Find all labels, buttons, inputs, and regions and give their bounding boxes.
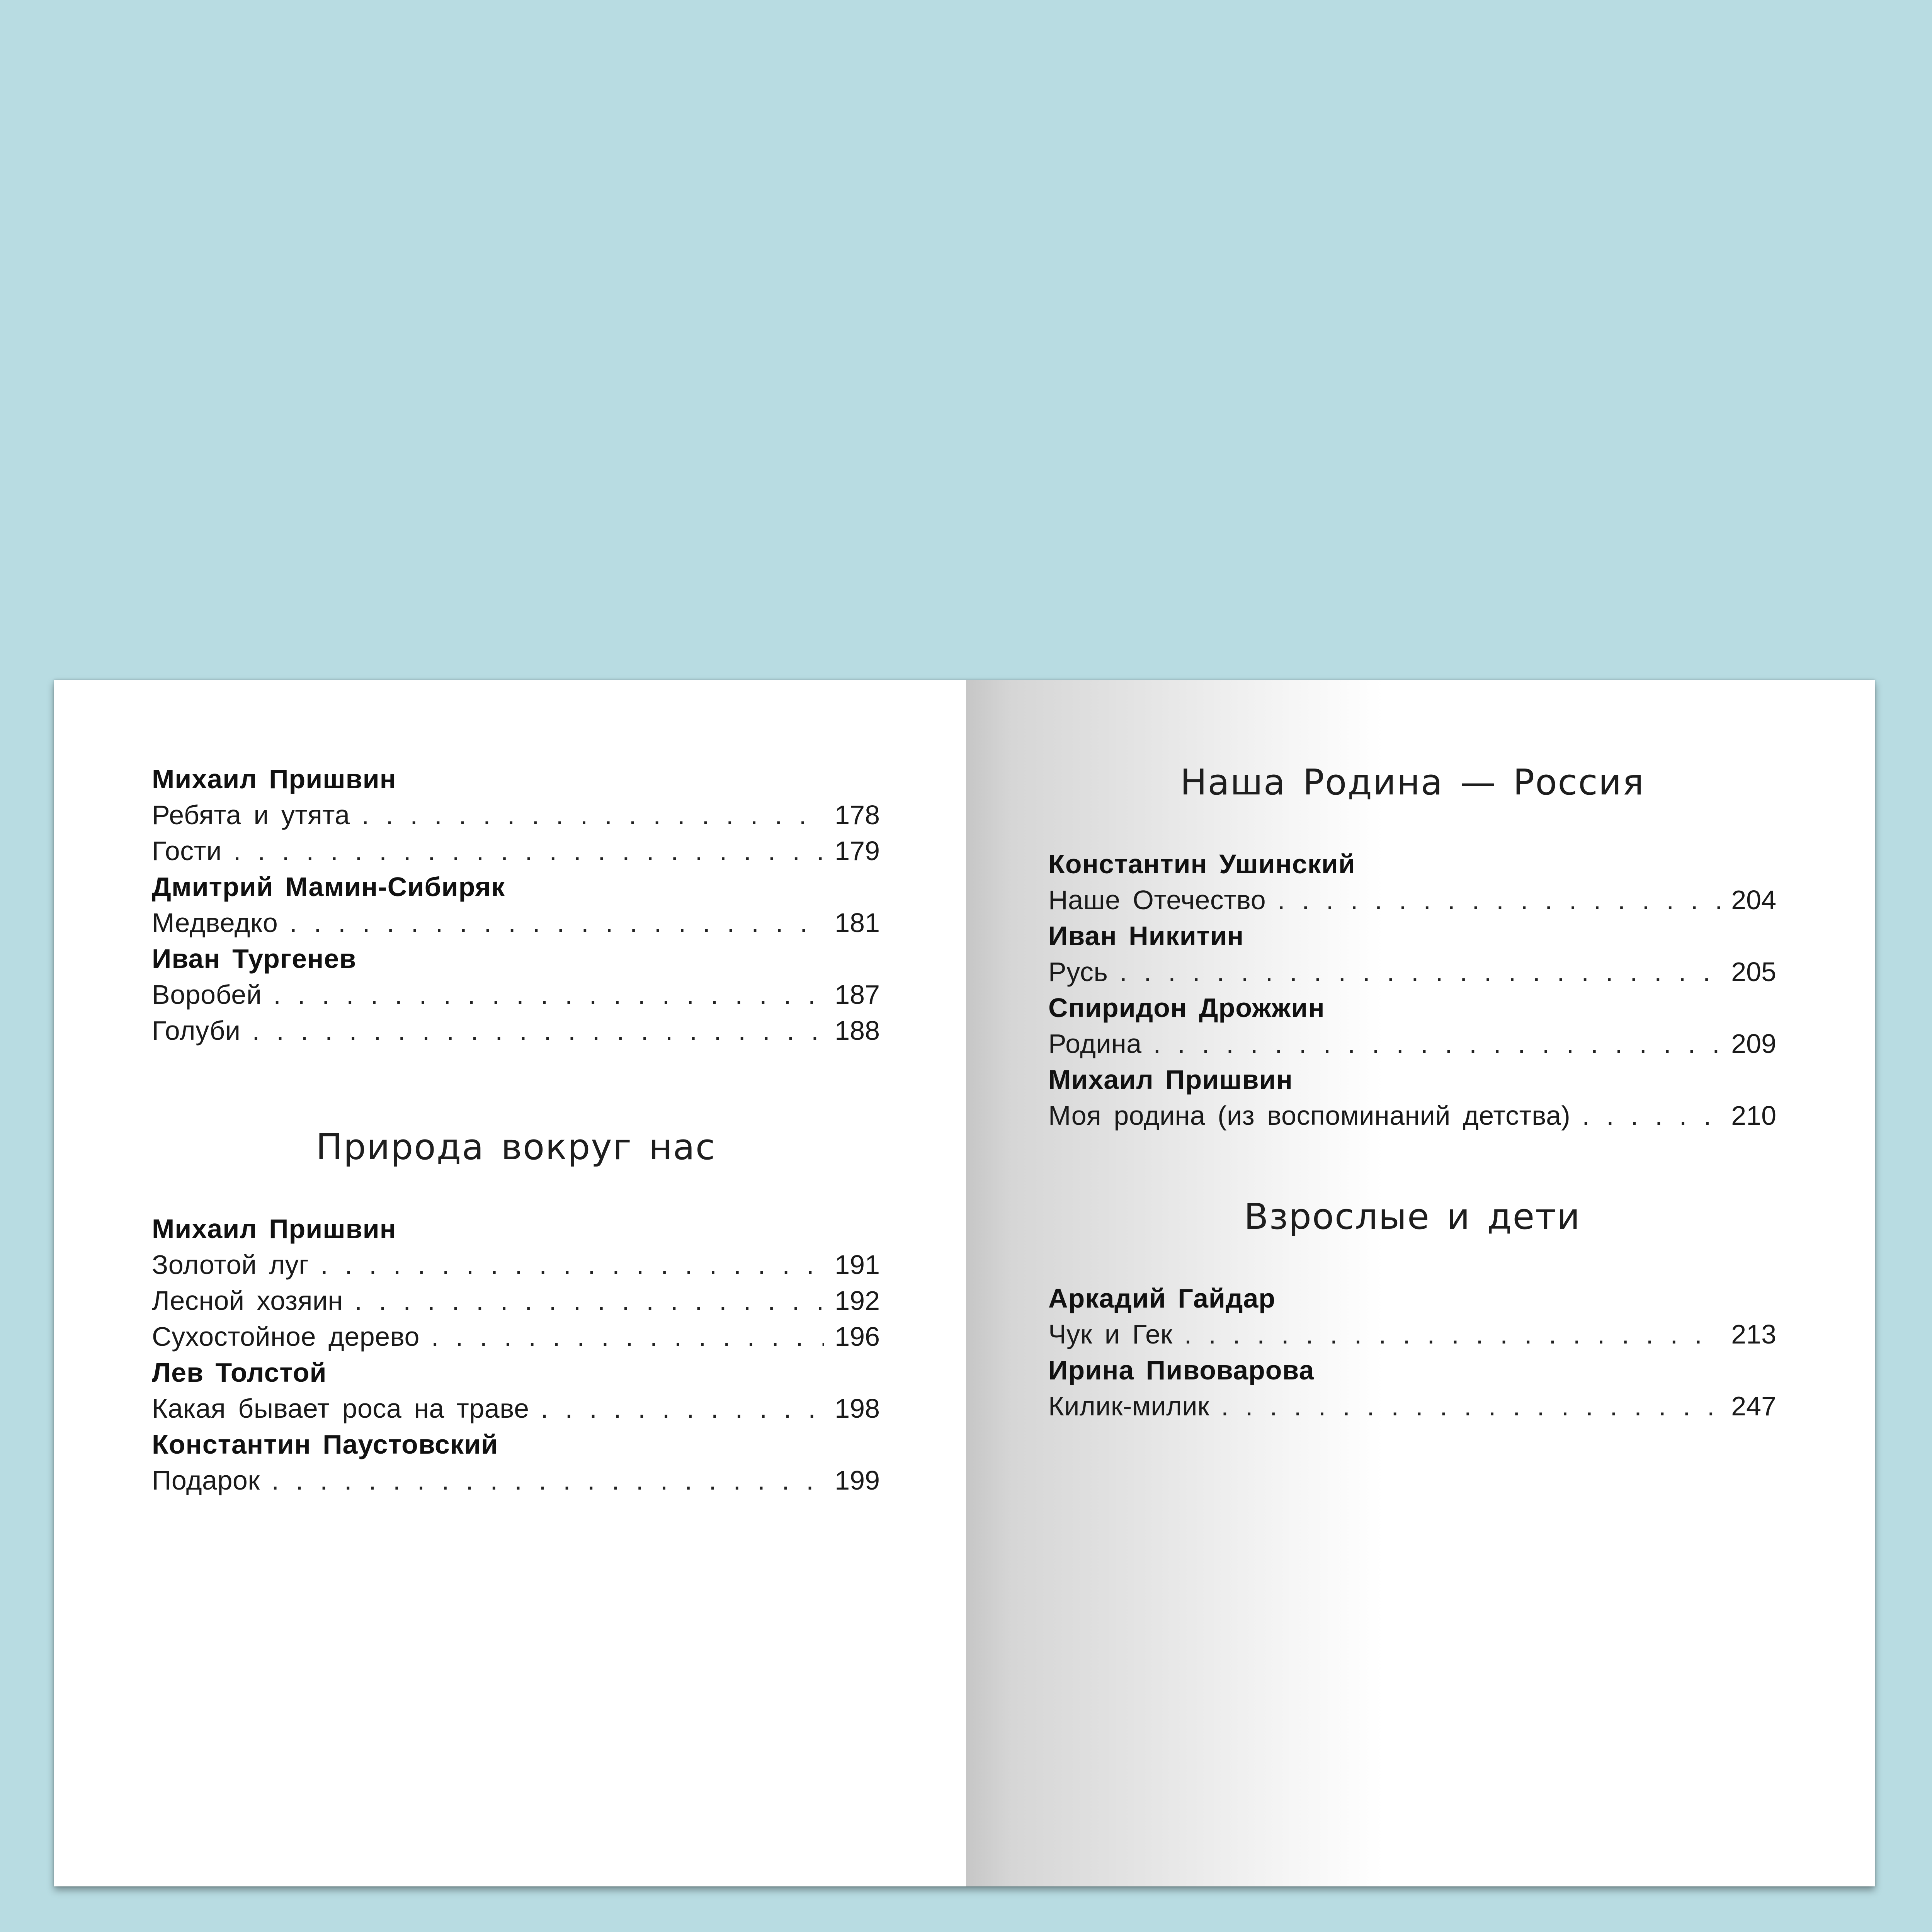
toc-author: Аркадий Гайдар xyxy=(1048,1283,1276,1313)
toc-leader-dots xyxy=(541,1391,824,1427)
toc-author: Дмитрий Мамин-Сибиряк xyxy=(152,872,505,902)
toc-author: Константин Паустовский xyxy=(152,1429,498,1459)
toc-leader-dots xyxy=(1277,882,1721,918)
toc-entry[interactable] xyxy=(152,1463,880,1498)
toc-leader-dots xyxy=(362,797,824,833)
book-spread xyxy=(54,680,1875,1886)
toc-author: Спиридон Дрожжин xyxy=(1048,993,1325,1023)
toc-entry-page: 204 xyxy=(1731,885,1776,915)
toc-entry[interactable] xyxy=(152,1391,880,1427)
section-title: Взрослые и дети xyxy=(1244,1196,1581,1237)
toc-entry-page: 187 xyxy=(835,980,880,1010)
toc-entry-title: Сухостойное дерево xyxy=(152,1321,420,1352)
toc-leader-dots xyxy=(271,1463,824,1498)
toc-entry[interactable] xyxy=(1048,1098,1776,1134)
toc-author: Иван Никитин xyxy=(1048,921,1244,951)
toc-leader-dots xyxy=(273,977,824,1013)
toc-leader-dots xyxy=(1153,1026,1721,1062)
toc-entry-title: Моя родина (из воспоминаний детства) xyxy=(1048,1100,1571,1131)
toc-leader-dots xyxy=(355,1283,824,1319)
toc-entry-title: Лесной хозяин xyxy=(152,1286,343,1316)
toc-entry[interactable] xyxy=(152,1247,880,1283)
toc-entry-page: 179 xyxy=(835,836,880,866)
toc-author: Константин Ушинский xyxy=(1048,849,1355,879)
toc-leader-dots xyxy=(233,833,824,869)
toc-entry-page: 181 xyxy=(835,908,880,938)
toc-entry-page: 205 xyxy=(1731,957,1776,987)
toc-entry-title: Чук и Гек xyxy=(1048,1319,1173,1349)
toc-entry-title: Какая бывает роса на траве xyxy=(152,1393,529,1423)
toc-entry-page: 178 xyxy=(835,800,880,830)
toc-entry[interactable] xyxy=(152,977,880,1013)
toc-entry-title: Килик-милик xyxy=(1048,1391,1210,1421)
toc-entry[interactable] xyxy=(152,905,880,941)
toc-author: Михаил Пришвин xyxy=(1048,1065,1293,1095)
toc-author: Лев Толстой xyxy=(152,1357,327,1388)
toc-entry[interactable] xyxy=(1048,1388,1776,1424)
toc-entry-title: Голуби xyxy=(152,1015,241,1046)
toc-leader-dots xyxy=(252,1013,824,1049)
toc-entry-title: Воробей xyxy=(152,980,262,1010)
section-spacer xyxy=(1048,804,1776,846)
toc-leader-dots xyxy=(320,1247,824,1283)
toc-leader-dots xyxy=(1582,1098,1721,1134)
toc-entry[interactable] xyxy=(152,1013,880,1049)
toc-leader-dots xyxy=(431,1319,824,1355)
toc-entry-title: Русь xyxy=(1048,957,1108,987)
toc-entry[interactable] xyxy=(152,833,880,869)
toc-entry-page: 247 xyxy=(1731,1391,1776,1421)
toc-leader-dots xyxy=(1221,1388,1721,1424)
toc-entry-page: 209 xyxy=(1731,1029,1776,1059)
toc-leader-dots xyxy=(289,905,824,941)
toc-entry[interactable] xyxy=(152,1319,880,1355)
section-spacer xyxy=(1048,1134,1776,1196)
toc-entry-page: 199 xyxy=(835,1465,880,1495)
toc-entry-page: 188 xyxy=(835,1015,880,1046)
toc-author: Михаил Пришвин xyxy=(152,764,396,794)
toc-entry-title: Ребята и утята xyxy=(152,800,350,830)
toc-author: Иван Тургенев xyxy=(152,944,357,974)
section-spacer xyxy=(152,1168,880,1211)
toc-entry-page: 213 xyxy=(1731,1319,1776,1349)
toc-entry-title: Наше Отечество xyxy=(1048,885,1266,915)
right-toc xyxy=(1048,761,1776,1424)
section-spacer xyxy=(1048,1238,1776,1281)
toc-entry[interactable] xyxy=(1048,1026,1776,1062)
toc-entry-title: Золотой луг xyxy=(152,1250,309,1280)
toc-author: Михаил Пришвин xyxy=(152,1214,396,1244)
toc-entry[interactable] xyxy=(152,1283,880,1319)
toc-entry[interactable] xyxy=(1048,954,1776,990)
section-spacer xyxy=(152,1049,880,1126)
toc-leader-dots xyxy=(1119,954,1721,990)
toc-entry-page: 192 xyxy=(835,1286,880,1316)
toc-leader-dots xyxy=(1184,1316,1721,1352)
toc-entry-title: Медведко xyxy=(152,908,278,938)
toc-entry-page: 196 xyxy=(835,1321,880,1352)
section-title: Наша Родина — Россия xyxy=(1180,762,1645,803)
toc-entry-title: Гости xyxy=(152,836,222,866)
toc-entry-page: 210 xyxy=(1731,1100,1776,1131)
toc-entry-page: 198 xyxy=(835,1393,880,1423)
section-title: Природа вокруг нас xyxy=(316,1126,716,1168)
toc-entry[interactable] xyxy=(1048,1316,1776,1352)
toc-author: Ирина Пивоварова xyxy=(1048,1355,1315,1385)
toc-entry-title: Родина xyxy=(1048,1029,1142,1059)
left-page xyxy=(54,680,966,1886)
toc-entry[interactable] xyxy=(1048,882,1776,918)
toc-entry-page: 191 xyxy=(835,1250,880,1280)
right-page xyxy=(966,680,1875,1886)
toc-entry[interactable] xyxy=(152,797,880,833)
toc-entry-title: Подарок xyxy=(152,1465,260,1495)
left-toc xyxy=(152,761,880,1498)
